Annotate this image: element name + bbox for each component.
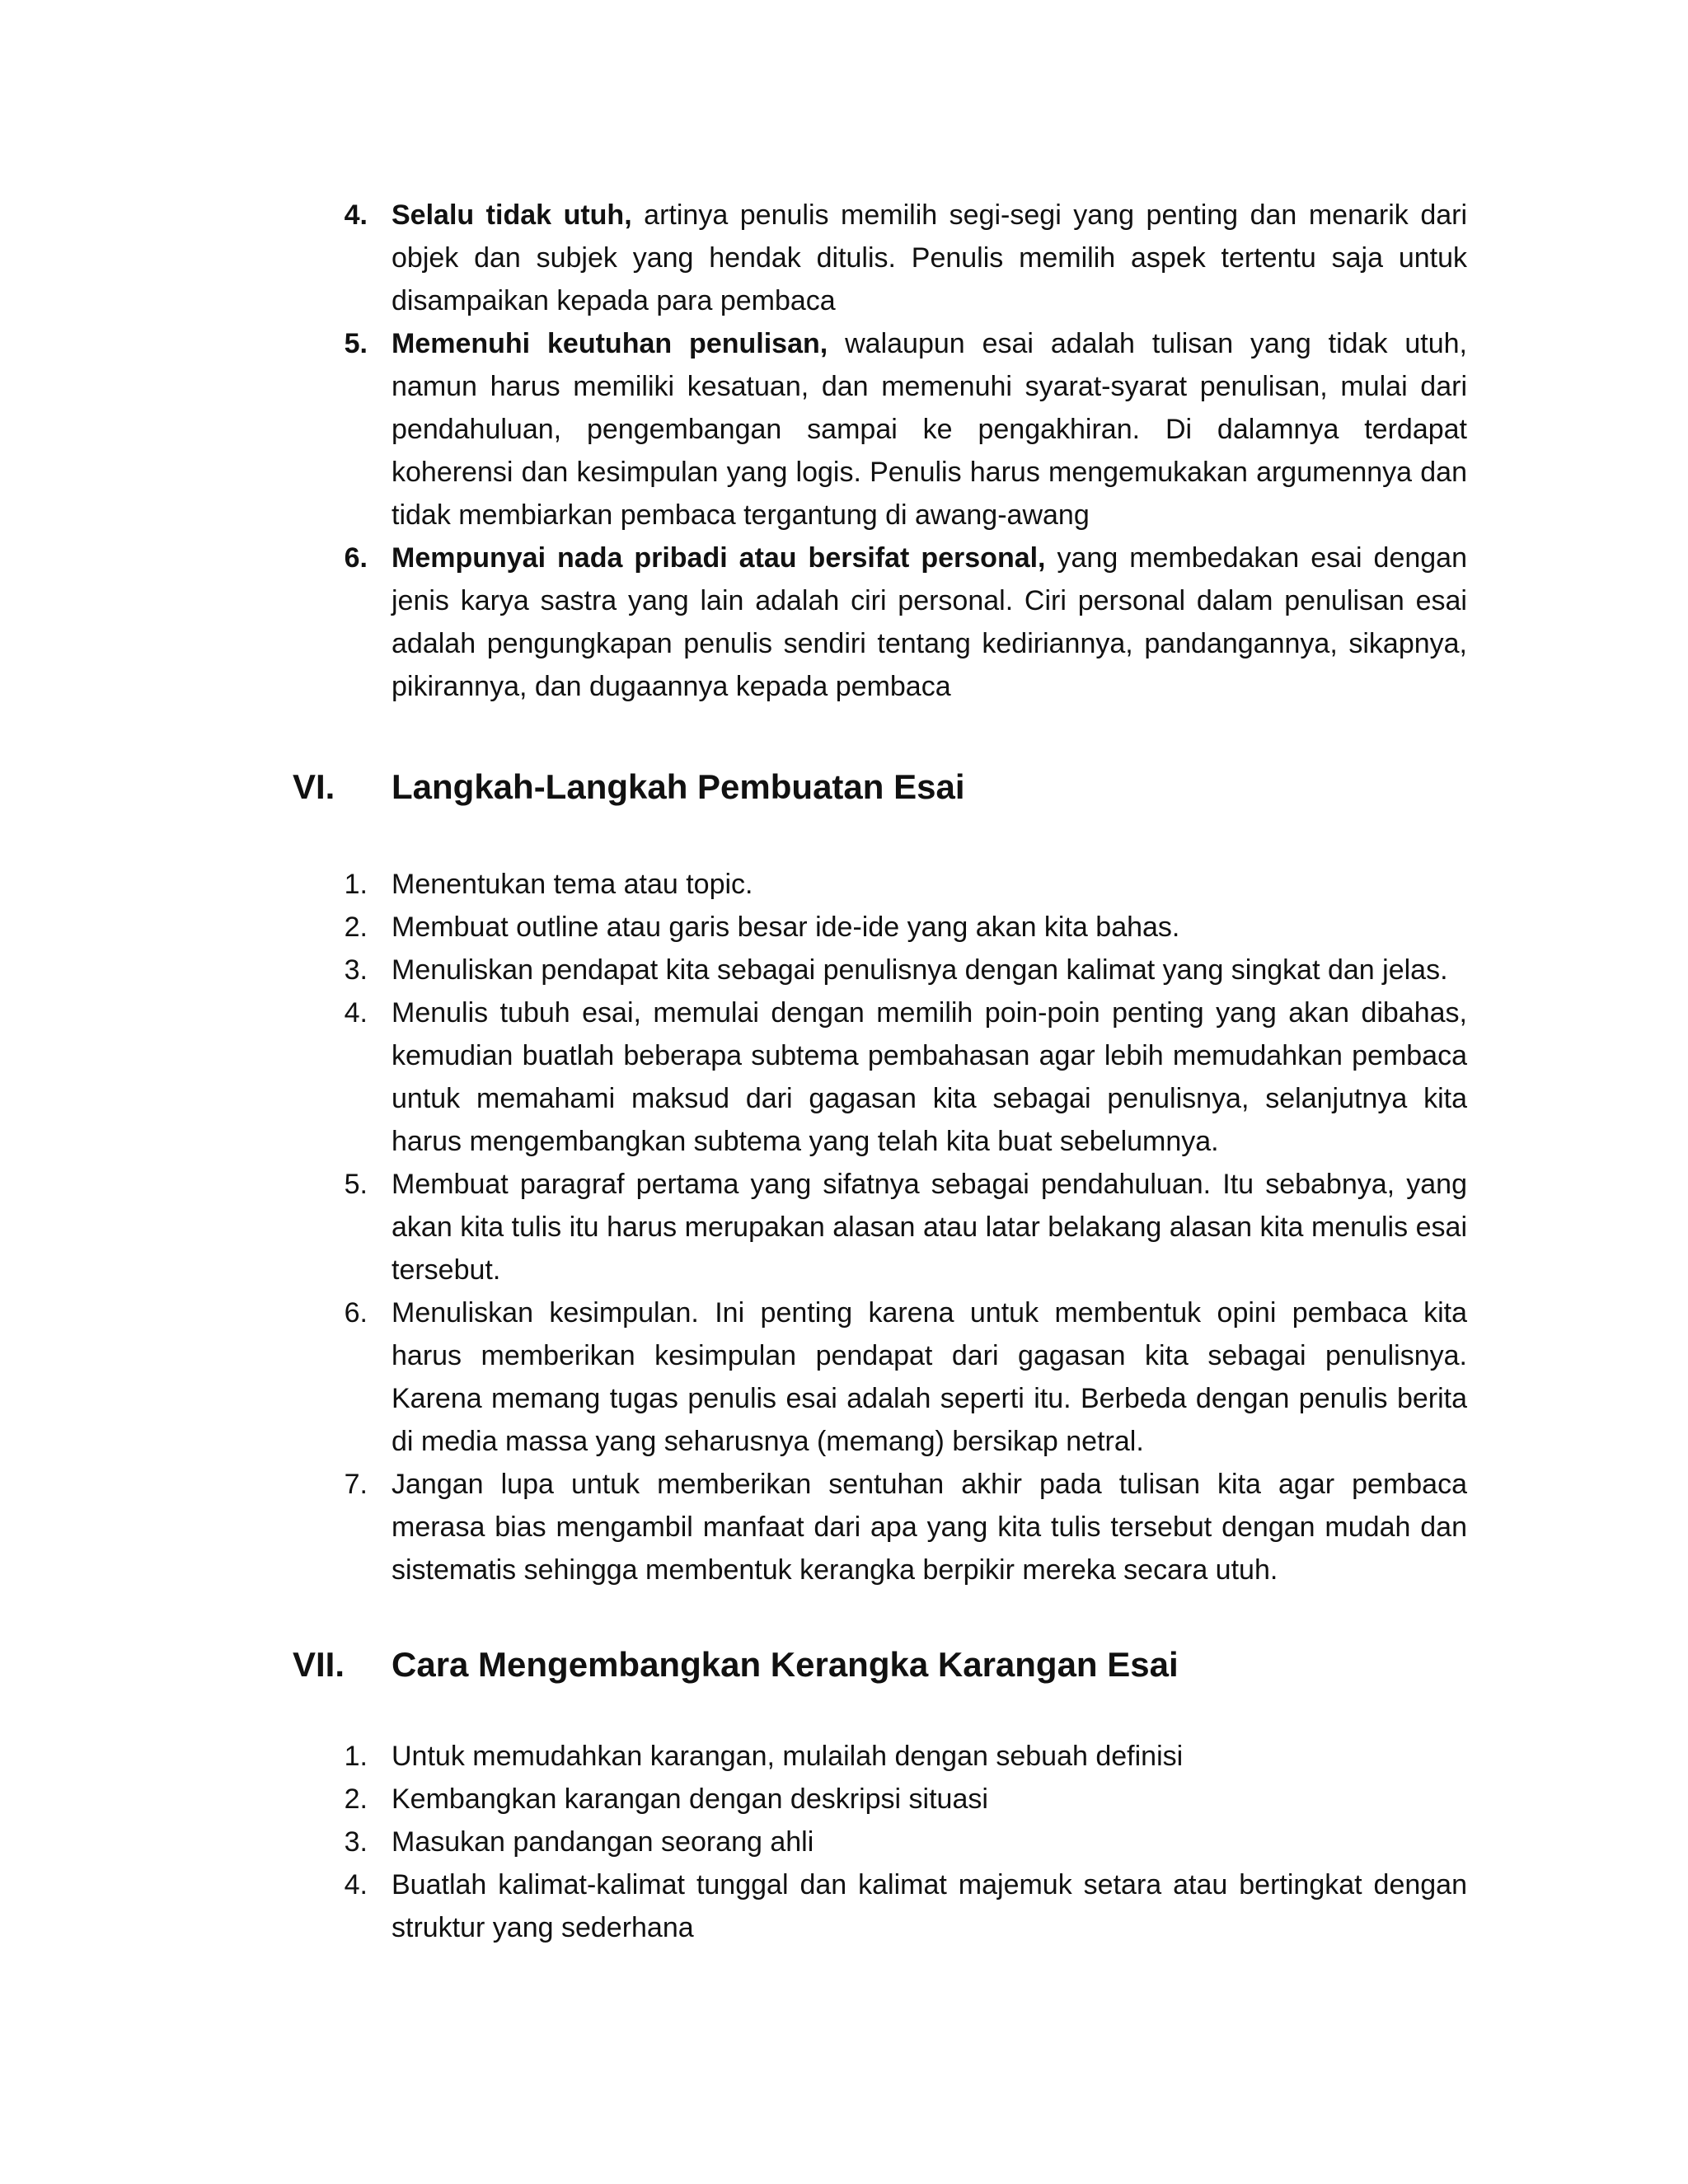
list-item-number: 3.: [344, 1826, 368, 1858]
list-item-text: [392, 322, 1467, 537]
list-item-number: 4.: [344, 997, 368, 1029]
list-item: [0, 906, 1688, 949]
list-item-number: 5.: [344, 1169, 368, 1200]
list-item: [0, 1735, 1688, 1778]
list-item-lead: Selalu tidak utuh,: [392, 199, 632, 231]
list-item: [0, 1291, 1688, 1463]
list-item: [0, 991, 1688, 1163]
list-item-text: Menuliskan pendapat kita sebagai penulisnya dengan kalimat yang singkat dan jelas.: [392, 954, 1448, 986]
list-item-text: Menulis tubuh esai, memulai dengan memilih poin-poin penting yang akan dibahas, kemudian buatlah beberapa subtema pembahasan agar lebih memudahkan pembaca untuk memahami maksud dari gagasan kita sebagai penulisnya, selanjutnya kita harus mengembangkan subtema yang telah kita buat sebelumnya.: [392, 997, 1467, 1157]
list-item-text: Buatlah kalimat-kalimat tunggal dan kalimat majemuk setara atau bertingkat dengan struktur yang sederhana: [392, 1869, 1467, 1943]
list-item: [0, 1463, 1688, 1591]
list-item-text: Masukan pandangan seorang ahli: [392, 1826, 814, 1858]
section-numeral: VI.: [293, 767, 335, 806]
list-item-text: Untuk memudahkan karangan, mulailah dengan sebuah definisi: [392, 1741, 1184, 1772]
list-item-number: 4.: [344, 1869, 368, 1900]
list-item-number: 1.: [344, 1741, 368, 1772]
list-item-number: 4.: [344, 199, 368, 231]
steps-list: [0, 863, 1688, 1591]
list-item-text: Jangan lupa untuk memberikan sentuhan akhir pada tulisan kita agar pembaca merasa bias mengambil manfaat dari apa yang kita tulis tersebut dengan mudah dan sistematis sehingga membentuk kerangka berpikir mereka secara utuh.: [392, 1469, 1467, 1586]
list-item: [0, 949, 1688, 991]
section-numeral: VII.: [293, 1645, 345, 1684]
list-item-body: artinya penulis memilih segi-segi yang penting dan menarik dari objek dan subjek yang hendak ditulis. Penulis memilih aspek tertentu saja untuk disampaikan kepada para pembaca: [392, 199, 1468, 316]
section-title: Cara Mengembangkan Kerangka Karangan Esai: [392, 1645, 1179, 1684]
list-item-text: [392, 194, 1467, 322]
list-item-number: 7.: [344, 1469, 368, 1500]
list-item-body: yang membedakan esai dengan jenis karya sastra yang lain adalah ciri personal. Ciri personal dalam penulisan esai adalah pengungkapan penulis sendiri tentang kediriannya, pandangannya, sikapnya, pikirannya, dan dugaannya kepada pembaca: [392, 542, 1467, 702]
list-item-lead: Memenuhi keutuhan penulisan,: [392, 328, 828, 359]
list-item-body: walaupun esai adalah tulisan yang tidak utuh, namun harus memiliki kesatuan, dan memenuhi syarat-syarat penulisan, mulai dari pendahuluan, pengembangan sampai ke pengakhiran. Di dalamnya terdapat koherensi dan kesimpulan yang logis. Penulis harus mengemukakan argumennya dan tidak membiarkan pembaca tergantung di awang-awang: [392, 328, 1468, 531]
list-item-text: Membuat paragraf pertama yang sifatnya sebagai pendahuluan. Itu sebabnya, yang akan kita tulis itu harus merupakan alasan atau latar belakang alasan kita menulis esai tersebut.: [392, 1169, 1467, 1286]
list-item-number: 6.: [344, 542, 368, 574]
list-item-text: Kembangkan karangan dengan deskripsi situasi: [392, 1783, 988, 1815]
list-item-number: 2.: [344, 1783, 368, 1815]
list-item: [0, 1778, 1688, 1821]
list-item-text: Menuliskan kesimpulan. Ini penting karena untuk membentuk opini pembaca kita harus memberikan kesimpulan pendapat dari gagasan kita sebagai penulisnya. Karena memang tugas penulis esai adalah seperti itu. Berbeda dengan penulis berita di media massa yang seharusnya (memang) bersikap netral.: [392, 1297, 1467, 1457]
list-item-text: Menentukan tema atau topic.: [392, 869, 753, 900]
outline-methods-list: [0, 1735, 1688, 1949]
list-item-number: 2.: [344, 912, 368, 943]
list-item: [0, 1163, 1688, 1291]
list-item-number: 5.: [344, 328, 368, 359]
list-item-text: [392, 537, 1467, 708]
list-item-number: 1.: [344, 869, 368, 900]
list-item-number: 6.: [344, 1297, 368, 1329]
list-item: [0, 1821, 1688, 1863]
continued-characteristics-list: [0, 194, 1688, 708]
list-item: [0, 322, 1688, 537]
list-item: [0, 194, 1688, 322]
list-item-number: 3.: [344, 954, 368, 986]
list-item-text: Membuat outline atau garis besar ide-ide yang akan kita bahas.: [392, 912, 1180, 943]
list-item: [0, 537, 1688, 708]
list-item: [0, 1863, 1688, 1949]
list-item-lead: Mempunyai nada pribadi atau bersifat personal,: [392, 542, 1046, 574]
list-item: [0, 863, 1688, 906]
section-title: Langkah-Langkah Pembuatan Esai: [392, 767, 965, 806]
